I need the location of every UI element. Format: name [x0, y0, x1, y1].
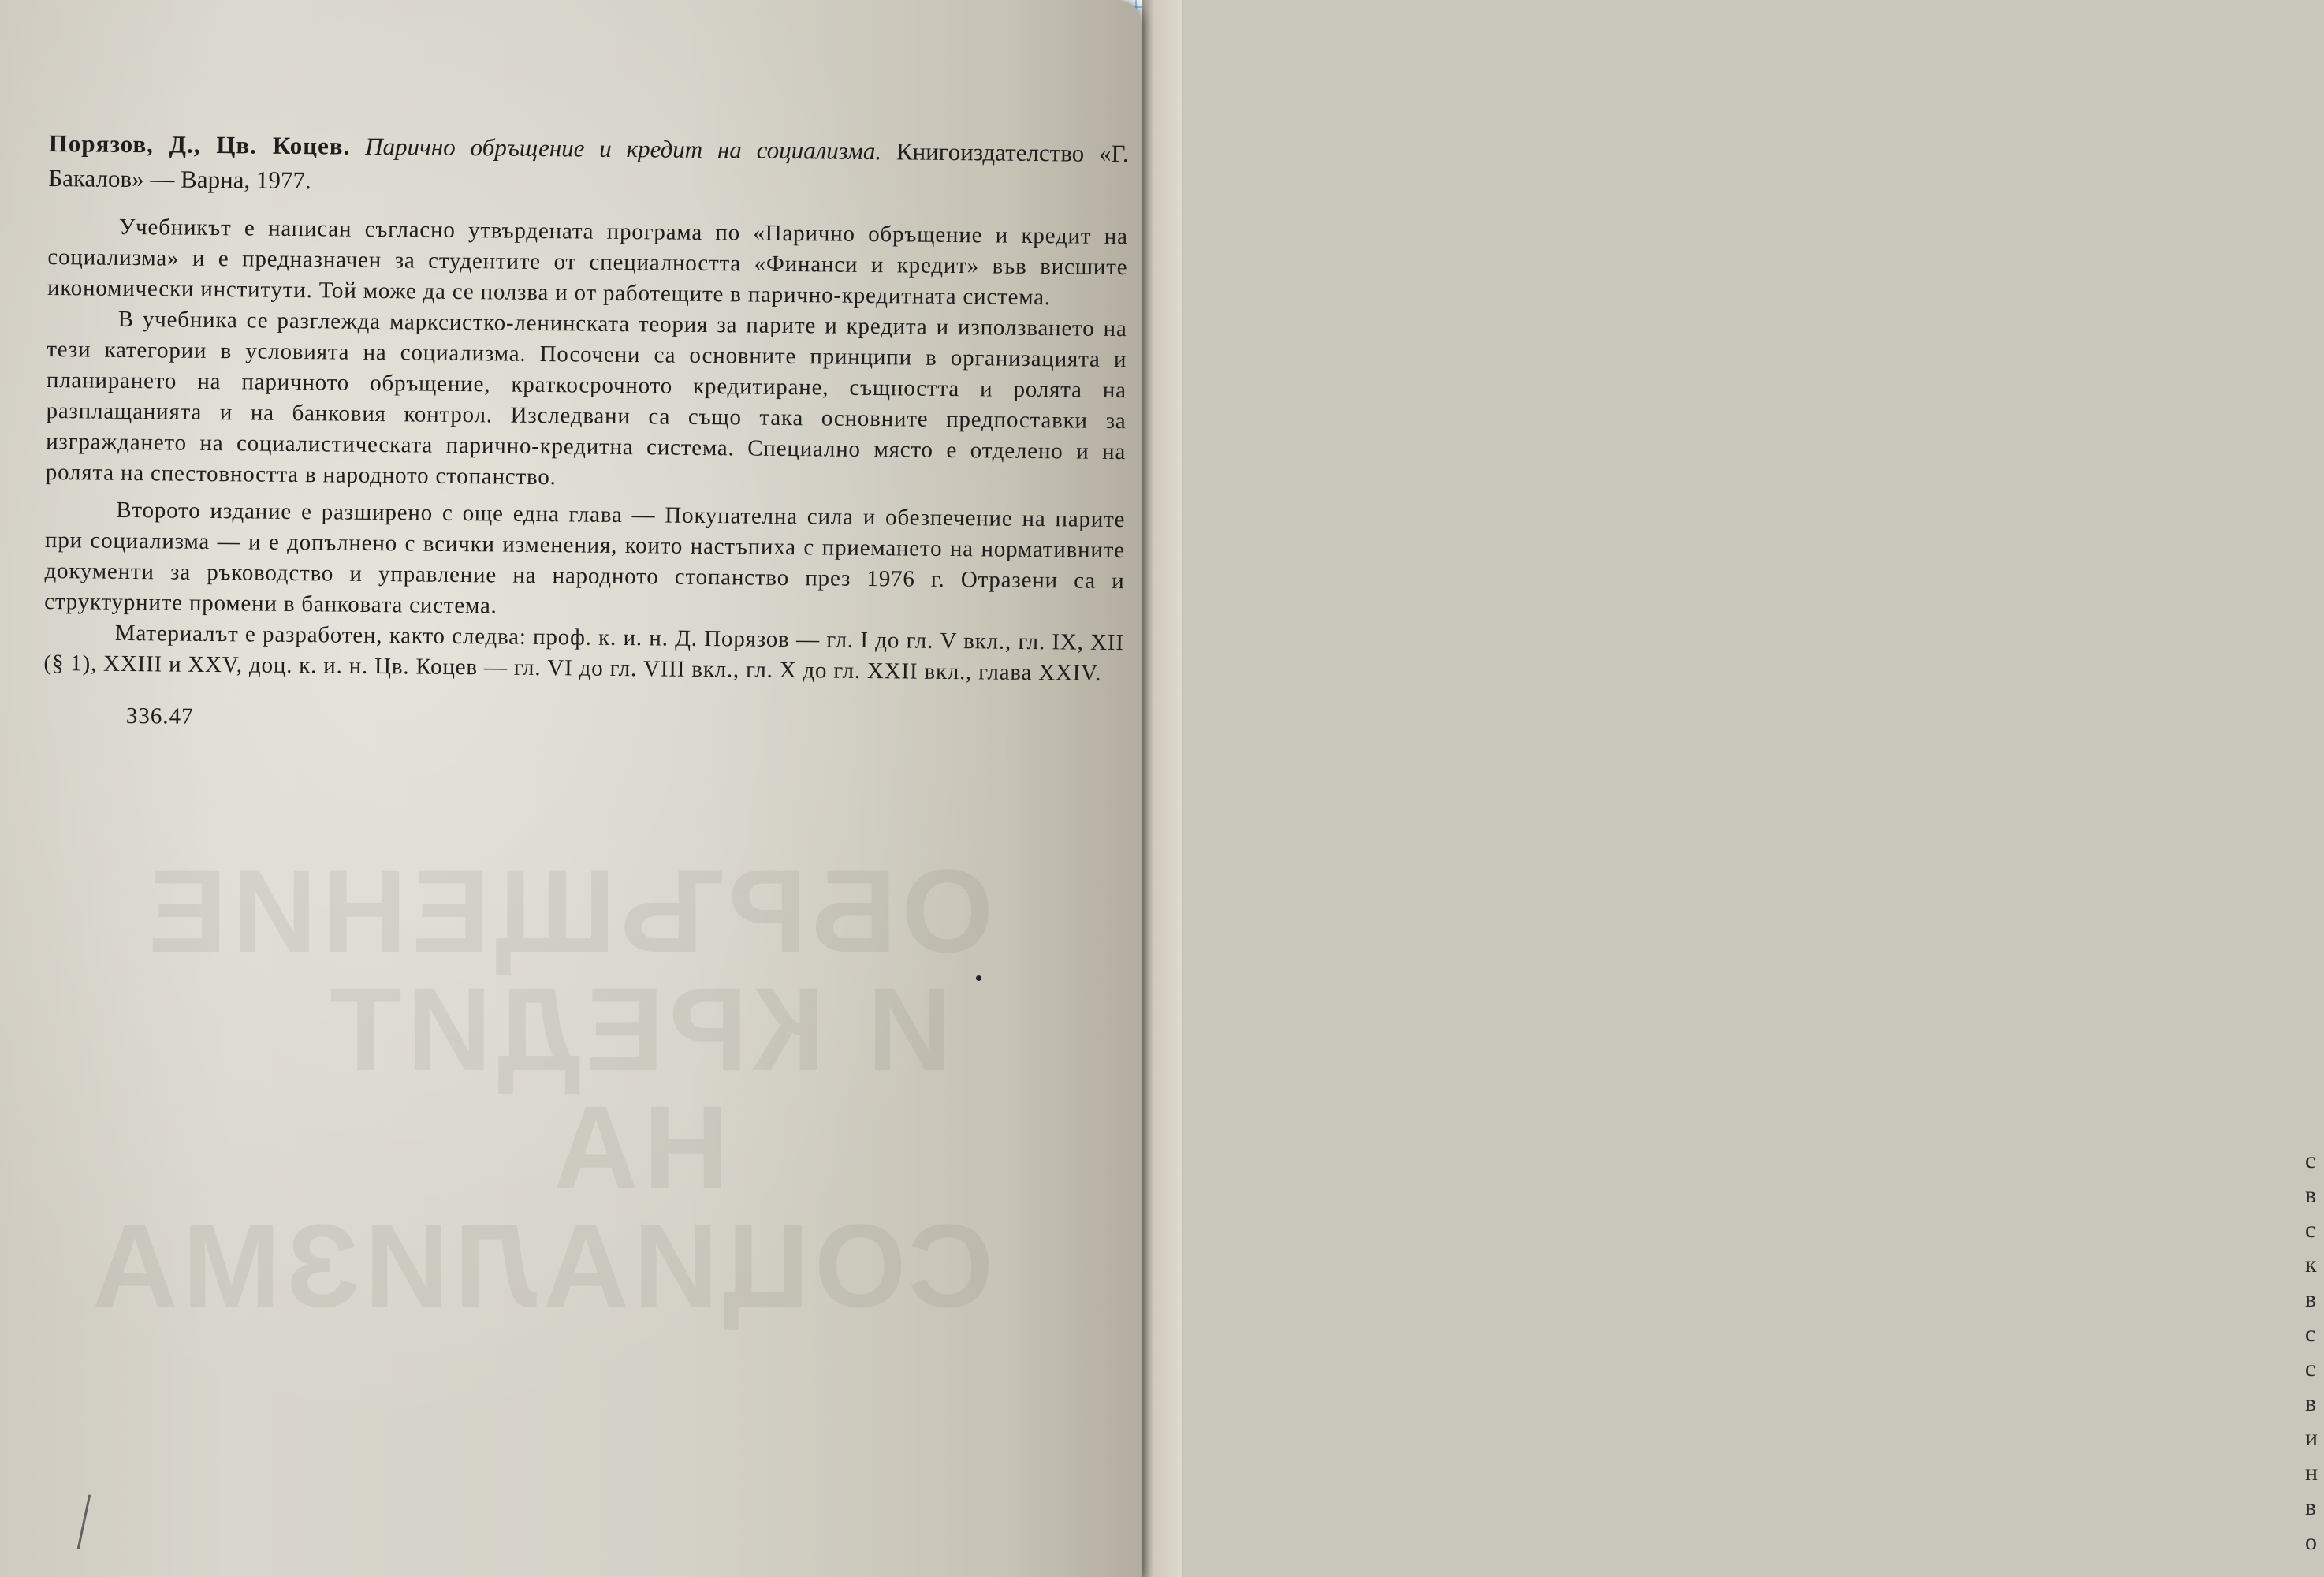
adjacent-page-letter: в: [2305, 1390, 2317, 1416]
bleed-through-cover-text: ОБРЪЩЕНИЕ И КРЕДИТ НА СОЦИАЛИЗМА: [87, 844, 993, 1332]
adjacent-page-letter: в: [2305, 1286, 2317, 1312]
adjacent-page-letter: о: [2305, 1529, 2317, 1555]
citation-title: Парично обръщение и кредит на социализма.: [365, 132, 882, 166]
page-text-block: [43, 126, 1129, 739]
udc-classification: 336.47: [125, 703, 194, 729]
annotation-paragraph-1: Учебникът е написан съгласно утвърдената програма по «Парично обръщение и кредит на социализма» и е предназначен за студентите от специалността «Финанси и кредит» във висшите икономически институти. Той може да се ползва и от работещите в парично-кредитната система.: [47, 214, 1128, 311]
book-page: [0, 0, 1142, 1577]
ink-spot: [976, 975, 981, 981]
adjacent-page-letter: с: [2305, 1355, 2316, 1381]
adjacent-page-letter: с: [2305, 1147, 2316, 1173]
annotation-paragraph-3: Второто издание е разширено с още една глава — Покупателна сила и обезпечение на парите при социализма — и е допълнено с всички изменения, които настъпиха с приемането на нормативните документи за ръководство и управление на народното стопанство през 1976 г. Отразени са и структурните промени в банковата система.: [44, 497, 1126, 619]
adjacent-page-letter: н: [2305, 1460, 2318, 1486]
adjacent-page-letter: с: [2305, 1321, 2316, 1347]
adjacent-page-letter: и: [2305, 1425, 2318, 1451]
bibliographic-citation: [48, 126, 1129, 206]
citation-authors: Порязов, Д., Цв. Коцев.: [48, 129, 351, 160]
pencil-mark: [77, 1494, 91, 1549]
adjacent-page-letter: с: [2305, 1217, 2316, 1243]
adjacent-page-letter: в: [2305, 1182, 2317, 1208]
adjacent-page-edge: [1142, 0, 2318, 1577]
citation-publisher: Книгоиздателство «Г. Бакалов» — Варна, 1977.: [48, 137, 1129, 195]
adjacent-page-letter: к: [2305, 1251, 2317, 1277]
annotation-paragraph-2: В учебника се разглежда марксистко-ленинската теория за парите и кредита и използването на тези категории в условията на социализма. Посочени са основните принципи в организацията и планирането на паричното обръщение, краткосрочното кредитиране, същността и ролята на разплащанията и на банковия контрол. Изследвани са също така основните предпоставки за изграждането на социалистическата парично-кредитна система. Специално място е отделено и на ролята на спестовността в народното стопанство.: [45, 306, 1127, 490]
adjacent-page-letter: в: [2305, 1494, 2317, 1520]
adjacent-page-letters: [2305, 1143, 2324, 1560]
annotation-paragraph-4: Материалът е разработен, както следва: проф. к. и. н. Д. Порязов — гл. I до гл. V вкл., гл. IX, XII (§ 1), XXIII и XXV, доц. к. и. н. Цв. Коцев — гл. VI до гл. VIII вкл., гл. X до гл. XXII вкл., глава XXIV.: [43, 620, 1124, 686]
